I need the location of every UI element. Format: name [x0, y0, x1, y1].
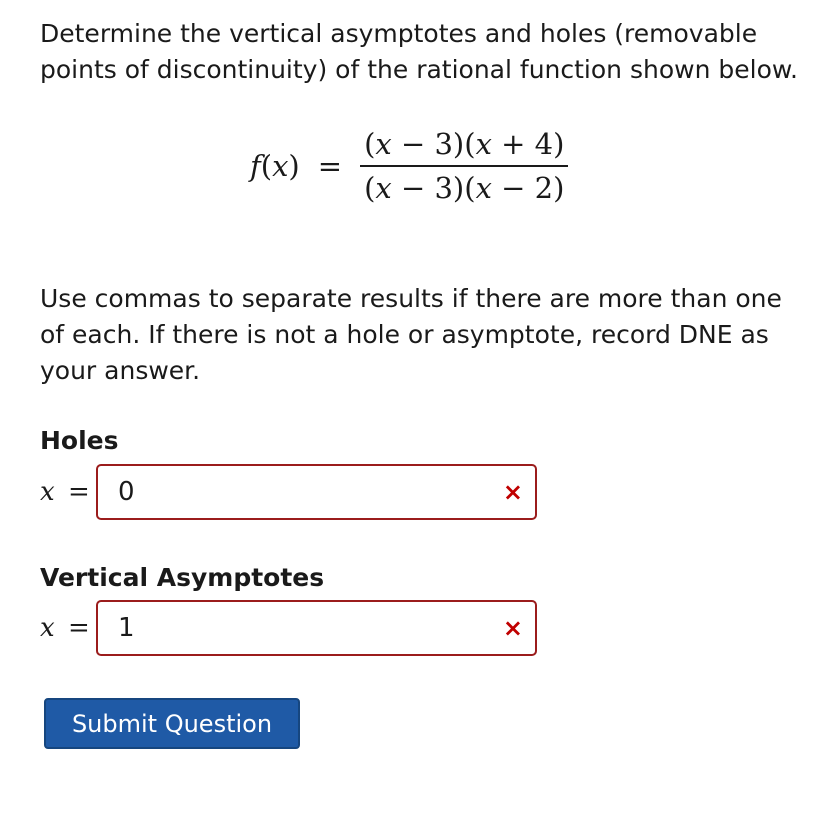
vertical-asymptotes-variable: x [40, 613, 55, 643]
function-equals: = [317, 149, 343, 183]
fraction-bar [360, 165, 568, 167]
holes-incorrect-icon: × [502, 478, 523, 506]
holes-answer-row [40, 463, 537, 521]
vertical-asymptotes-label: Vertical Asymptotes [40, 563, 325, 592]
answer-instructions: Use commas to separate results if there are more than one of each. If there is not a hole or asymptote, record DNE as your answer. [40, 284, 782, 385]
vertical-asymptotes-answer-box[interactable] [96, 600, 537, 656]
question-prompt: Determine the vertical asymptotes and holes (removable points of discontinuity) of the rational function shown below. [40, 19, 798, 84]
function-name: f [250, 149, 261, 183]
holes-answer-box[interactable] [96, 464, 537, 520]
submit-question-button[interactable]: Submit Question [44, 698, 300, 749]
vertical-asymptotes-equals: = [68, 613, 90, 643]
holes-label: Holes [40, 426, 119, 455]
holes-variable: x [40, 477, 55, 507]
function-lhs: f(x) [250, 149, 300, 183]
numerator: (x − 3)(x + 4) [364, 127, 565, 161]
function-variable: x [272, 149, 289, 183]
vertical-asymptotes-incorrect-icon: × [502, 614, 523, 642]
denominator: (x − 3)(x − 2) [364, 171, 565, 205]
rational-function [250, 118, 568, 214]
holes-input[interactable] [118, 477, 503, 507]
fraction [360, 127, 568, 205]
vertical-asymptotes-answer-row [40, 599, 537, 657]
holes-equals: = [68, 477, 90, 507]
vertical-asymptotes-input[interactable] [118, 613, 503, 643]
